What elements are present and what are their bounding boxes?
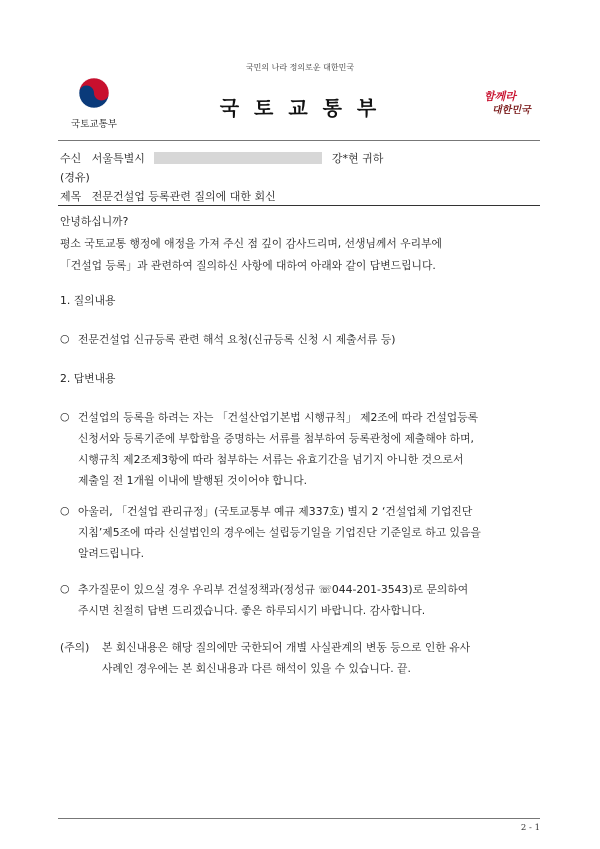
caution-label: (주의) [60, 641, 90, 654]
section-1-title: 1. 질의내용 [60, 294, 116, 307]
caution-line-2: 사례인 경우에는 본 회신내용과 다른 해석이 있을 수 있습니다. 끝. [102, 662, 411, 675]
subject-divider [58, 205, 540, 206]
redacted-address [154, 152, 322, 164]
via-row: (경유) [60, 171, 90, 184]
bullet-icon: ○ [60, 582, 70, 595]
recipient-row [60, 150, 383, 166]
subject-text: 전문건설업 등록관련 질의에 대한 회신 [91, 190, 276, 203]
answer-1-line-3: 시행규칙 제2조제3항에 따라 첨부하는 서류는 유효기간을 넘기지 아니한 것으로서 [78, 453, 464, 466]
intro-line-2: 「건설업 등록」과 관련하여 질의하신 사항에 대하여 아래와 같이 답변드립니다. [60, 259, 436, 272]
national-slogan: 국민의 나라 정의로운 대한민국 [245, 63, 355, 72]
subject-row [60, 188, 276, 204]
section-2-title: 2. 답변내용 [60, 372, 116, 385]
answer-1-line-1: 건설업의 등록을 하려는 자는 「건설산업기본법 시행규칙」 제2조에 따라 건설업등록 [78, 411, 479, 424]
bullet-icon: ○ [60, 504, 70, 517]
intro-line-1: 평소 국토교통 행정에 애정을 가져 주신 점 깊이 감사드리며, 선생님께서 우리부에 [60, 237, 442, 250]
answer-2-line-1: 아울러, 「건설업 관리규정」(국토교통부 예규 제337호) 별지 2 ‘건설업체 기업진단 [78, 505, 473, 518]
caution-line-1: 본 회신내용은 해당 질의에만 국한되어 개별 사실관계의 변동 등으로 인한 유사 [102, 641, 471, 654]
page-number: 2 - 1 [520, 823, 540, 833]
logo-ministry-name: 국토교통부 [71, 119, 117, 130]
greeting: 안녕하십니까? [60, 215, 129, 228]
recipient-name: 강*현 귀하 [331, 152, 384, 165]
answer-3-line-2: 주시면 친절히 답변 드리겠습니다. 좋은 하루되시기 바랍니다. 감사합니다. [78, 604, 426, 617]
answer-2-line-3: 알려드립니다. [78, 547, 145, 560]
answer-1-line-4: 제출일 전 1개월 이내에 발행된 것이어야 합니다. [78, 474, 308, 487]
answer-2-line-2: 지침’제5조에 따라 신설법인의 경우에는 설립등기일을 기업진단 기준일로 하고 있음을 [78, 526, 481, 539]
answer-1-line-2: 신청서와 등록기준에 부합함을 증명하는 서류를 첨부하여 등록관청에 제출해야 하며, [78, 432, 474, 445]
question-text: 전문건설업 신규등록 관련 해석 요청(신규등록 신청 시 제출서류 등) [78, 333, 396, 346]
subject-label: 제목 [60, 190, 82, 203]
recipient-label: 수신 [60, 152, 82, 165]
bullet-icon: ○ [60, 332, 70, 345]
recipient-city: 서울특별시 [91, 152, 145, 165]
ministry-title: 국 토 교 통 부 [219, 96, 381, 120]
header-divider [58, 140, 540, 141]
footer-divider [58, 818, 540, 819]
bullet-icon: ○ [60, 410, 70, 423]
slogan-calligraphy-logo: 함께라 대한민국 [484, 90, 531, 116]
answer-3-line-1: 추가질문이 있으실 경우 우리부 건설정책과(정성규 ☏044-201-3543)로 문의하여 [78, 583, 469, 596]
